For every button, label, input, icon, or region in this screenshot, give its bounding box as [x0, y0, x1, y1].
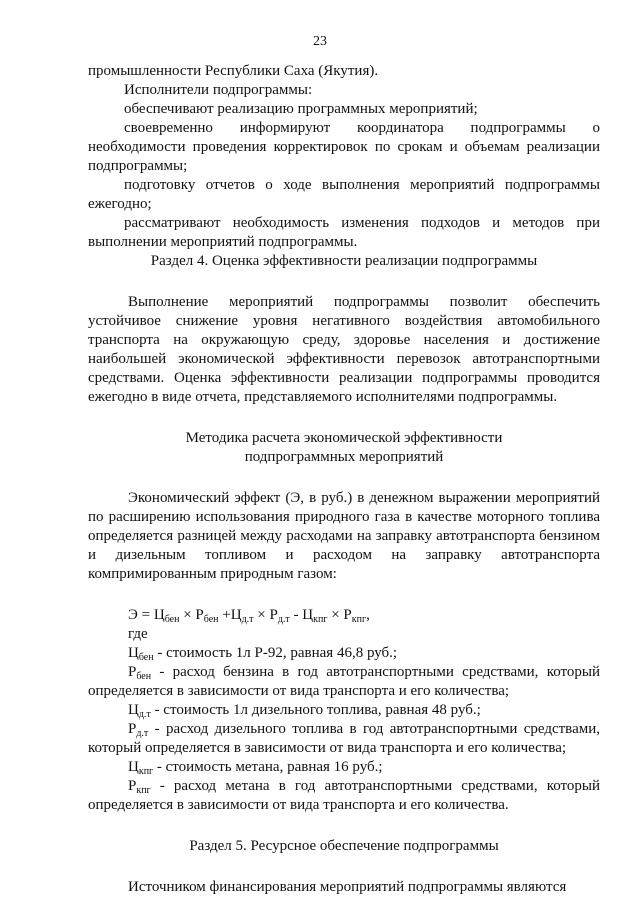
page-number: 23 — [313, 34, 327, 49]
paragraph: Выполнение мероприятий подпрограммы позволит обеспечить устойчивое снижение уровня негативного воздействия автомобильного транспорта на окружающую среду, здоровье населения и достижение наибольшей экономической эффективности перевозок автотранспортными средствами. Оценка эффективности реализации подпрограммы проводится ежегодно в виде отчета, представляемого исполнителями подпрограммы. — [88, 294, 600, 405]
paragraph: Исполнители подпрограммы: — [124, 82, 313, 98]
definition: $Ц_{бен}$ - стоимость 1л Р-92, равная 46,8 руб.; — [128, 645, 398, 663]
method-heading-line1: Методика расчета экономической эффективности — [185, 430, 503, 446]
definition: $Р_{кпг}$ - расход метана в год автотранспортными средствами, который определяется в зависимости от вида транспорта и его количества. — [88, 778, 600, 813]
paragraph: Экономический эффект (Э, в руб.) в денежном выражении мероприятий по расширению использования природного газа в качестве моторного топлива определяется разницей между расходами на заправку автотранспорта бензином и дизельным топливом и расходом на заправку автотранспорта компримированным природным газом: — [88, 490, 600, 582]
page-body — [88, 62, 600, 897]
paragraph: подготовку отчетов о ходе выполнения мероприятий подпрограммы ежегодно; — [88, 177, 600, 212]
paragraph: Источником финансирования мероприятий подпрограммы являются — [128, 879, 567, 895]
definition: $Р_{д.т}$ - расход дизельного топлива в год автотранспортными средствами, который определяется в зависимости от вида транспорта и его количества; — [88, 721, 600, 756]
paragraph: обеспечивают реализацию программных мероприятий; — [124, 101, 478, 117]
paragraph: промышленности Республики Саха (Якутия). — [88, 63, 379, 79]
section-heading: Раздел 5. Ресурсное обеспечение подпрограммы — [189, 838, 499, 854]
section-heading: Раздел 4. Оценка эффективности реализации подпрограммы — [150, 253, 538, 269]
paragraph: своевременно информируют координатора подпрограммы о необходимости проведения корректировок по срокам и объемам реализации подпрограммы; — [88, 120, 600, 174]
method-heading-line2: подпрограммных мероприятий — [244, 449, 444, 465]
definition: $Р_{бен}$ - расход бензина в год автотранспортными средствами, который определяется в зависимости от вида транспорта и его количества; — [88, 664, 600, 699]
definition: $Ц_{д.т}$ - стоимость 1л дизельного топлива, равная 48 руб.; — [128, 702, 481, 720]
definition: $Ц_{кпг}$ - стоимость метана, равная 16 руб.; — [128, 759, 383, 777]
formula-where: где — [128, 626, 148, 642]
formula: $Э = Ц_{бен} \times Р_{бен} +Ц_{д.т} \times Р_{д.т} - Ц_{кпг} \times Р_{кпг}$, — [128, 607, 370, 625]
paragraph: рассматривают необходимость изменения подходов и методов при выполнении мероприятий подпрограммы. — [88, 215, 600, 250]
